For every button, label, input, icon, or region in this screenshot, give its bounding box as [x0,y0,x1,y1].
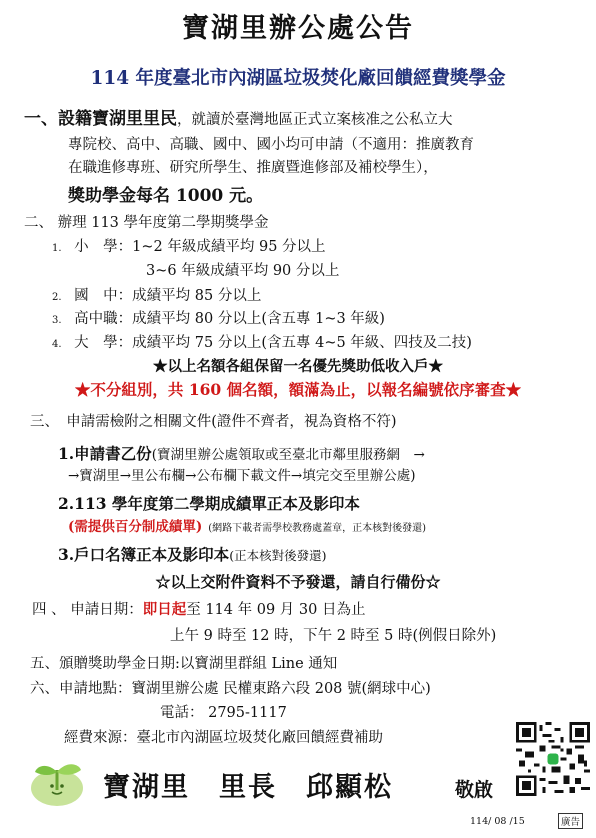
backup-note: ☆以上交附件資料不予發還，請自行備份☆ [155,573,441,591]
section-1-lead: 設籍寶湖里里民 [58,109,177,129]
doc-2-notes [68,515,426,535]
section-1-num: 一、 [24,109,58,129]
doc-1 [58,442,425,464]
sprout-logo-icon [25,752,89,810]
section-4 [32,598,365,619]
grade-item-text: 小 學：1~2 年級成績平均 95 分以上 [74,239,326,255]
grade-item-1b: 3~6 年級成績平均 90 分以上 [146,263,340,279]
doc-1-title: 1.申請書乙份 [58,444,152,463]
funding-source: 經費來源：臺北市內湖區垃圾焚化廠回饋經費補助 [64,730,383,746]
doc-2-red-note: (需提供百分制成績單) [68,519,203,535]
grade-item-num: 4. [52,339,62,350]
page-title: 寶湖里辦公處公告 [182,13,414,44]
section-1-text-2: 專院校、高中、高職、國中、國小均可申請（不適用：推廣教育 [68,137,474,153]
section-4-hours: 上午 9 時至 12 時，下午 2 時至 5 時(例假日除外) [170,628,497,644]
section-1-text-3: 在職進修專班、研究所學生、推廣暨進修部及補校學生）， [68,160,438,176]
doc-3 [58,543,326,565]
doc-3-title: 3.戶口名簿正本及影印本 [58,545,230,564]
grade-item-text: 國 中：成績平均 85 分以上 [74,288,262,304]
section-1-line-1 [24,104,453,129]
section-6: 六、申請地點：寶湖里辦公處 民權東路六段 208 號(網球中心) [30,681,431,697]
doc-3-note: (正本核對後發還) [229,548,327,563]
doc-2-title: 2.113 學年度第二學期成績單正本及影印本 [58,494,360,513]
doc-1-note: (寶湖里辦公處領取或至臺北市鄰里服務網 → [151,447,425,463]
section-4-start: 即日起 [142,601,187,618]
priority-note: ★以上名額各組保留一名優先獎助低收入戶★ [153,358,443,375]
grade-item-text: 大 學：成績平均 75 分以上(含五專 4~5 年級、四技及二技) [74,335,472,351]
section-1-text-1: ，就讀於臺灣地區正式立案核准之公私立大 [177,112,453,128]
grade-item-text: 高中職：成績平均 80 分以上(含五專 1~3 年級) [74,311,385,327]
doc-2-note: (網路下載者需學校教務處蓋章，正本核對後發還) [208,523,427,534]
doc-1-path: →寶湖里→里公布欄→公布欄下載文件→填完交至里辦公處) [68,468,416,484]
grade-item-2 [52,284,261,305]
ad-tag: 廣告 [558,813,583,829]
post-date: 114/ 08 /15 [470,816,525,827]
quota-note: ★不分組別，共 160 個名額，額滿為止，以報名編號依序審查★ [74,380,522,399]
section-5: 五、頒贈獎助學金日期:以寶湖里群組 Line 通知 [30,656,338,672]
section-4-end: 至 114 年 09 月 30 日為止 [186,602,366,618]
section-3-heading: 三、 申請需檢附之相關文件(證件不齊者，視為資格不符) [30,414,397,430]
grade-item-3 [52,307,385,328]
section-4-label: 四 、 申請日期： [32,602,143,618]
grade-item-num: 1. [52,243,62,254]
grade-item-num: 3. [52,315,62,326]
page-subtitle: 114 年度臺北市內湖區垃圾焚化廠回饋經費獎學金 [90,68,506,89]
phone: 電話： 2795-1117 [160,705,287,721]
grade-item-1 [52,235,326,256]
chief-signature: 寶湖里 里長 邱顯松 [103,772,393,803]
section-2-heading: 二、 辦理 113 學年度第二學期獎學金 [24,215,269,231]
respect-closing: 敬啟 [455,779,494,801]
qr-code-icon[interactable] [516,722,590,796]
grade-item-num: 2. [52,292,62,303]
grade-item-4 [52,331,472,352]
section-1-award: 獎助學金每名 1000 元。 [68,186,264,206]
